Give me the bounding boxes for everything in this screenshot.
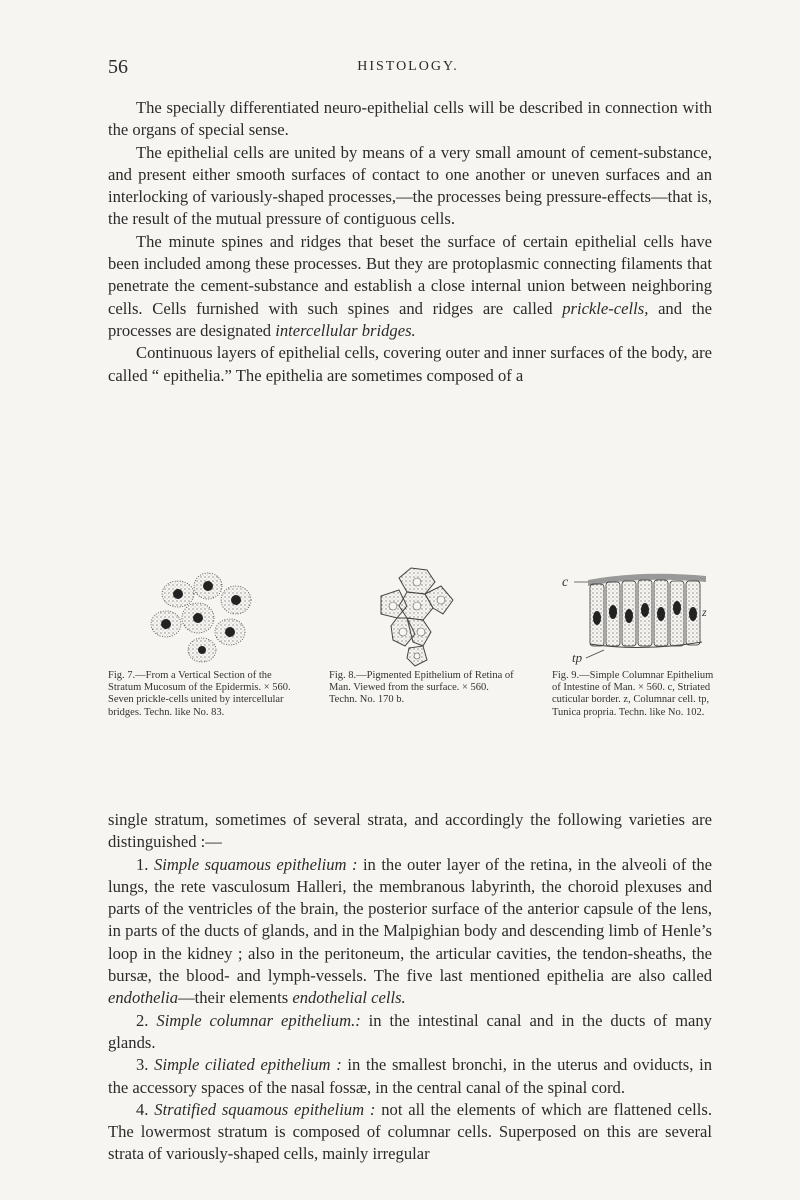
paragraph: Continuous layers of epithelial cells, covering outer and inner surfaces of the body, are called “ epithelia.” The epithelia are sometimes composed of a	[108, 343, 712, 385]
list-item	[108, 1010, 712, 1055]
figure-7	[108, 556, 296, 716]
page-number: 56	[108, 56, 128, 78]
item-number: 3.	[136, 1055, 149, 1075]
label-z: z	[702, 605, 707, 619]
figure-8-caption: Fig. 8.—Pigmented Epithelium of Retina of Man. Viewed from the surface. × 560. Techn. No. 170 b.	[329, 670, 514, 706]
item-text: in the outer layer of the retina, in the alveoli of the lungs, the rete vasculosum Halleri, the membranous labyrinth, the choroid plexuses and parts of the ventricles of the brain, the posterior surface of the anterior capsule of the lens, in parts of the ducts of glands, and in the Malpighian body and descending limb of Henle’s loop in the kidney ; also in the peritoneum, the articular cavities, the tendon-sheaths, the bursæ, the blood- and lymph-vessels. The five last mentioned epithelia are also called	[108, 854, 712, 986]
paragraph-text: and the processes are designated	[108, 298, 713, 340]
page-header	[108, 56, 708, 80]
term-endothelia: endothelia	[108, 988, 179, 1008]
item-number: 4.	[136, 1099, 149, 1119]
label-c: c	[562, 575, 569, 590]
label-tp: tp	[572, 650, 583, 665]
paragraph	[108, 231, 712, 342]
item-text: not all the elements of which are flattened cells. The lowermost stratum is composed of columnar cells. Superposed on this are several strata of variously-shaped cells, mainly irregular	[108, 1099, 712, 1164]
body-text-bottom	[108, 809, 712, 1166]
list-item	[108, 854, 712, 1010]
pigmented-epithelium-illustration	[329, 556, 515, 668]
list-item	[108, 1099, 712, 1166]
item-term: Simple ciliated epithelium :	[154, 1055, 342, 1075]
columnar-epithelium-illustration	[552, 556, 714, 668]
figure-8	[329, 556, 515, 716]
paragraph: single stratum, sometimes of several strata, and accordingly the following varieties are distinguished :—	[108, 810, 712, 852]
item-term: Simple columnar epithelium.:	[156, 1010, 361, 1030]
list-item	[108, 1054, 712, 1099]
item-number: 2.	[136, 1010, 149, 1030]
item-number: 1.	[136, 854, 149, 874]
term-intercellular-bridges: intercellular bridges.	[275, 320, 416, 340]
term-endothelial-cells: endothelial cells.	[292, 988, 406, 1008]
item-text: —their elements	[178, 988, 293, 1008]
figure-9-caption: Fig. 9.—Simple Columnar Epithelium of Intestine of Man. × 560. c, Striated cuticular border. z, Columnar cell. tp, Tunica propria. Techn. like No. 102.	[552, 670, 714, 718]
paragraph: The epithelial cells are united by means of a very small amount of cement-substance, and present either smooth surfaces of contact to one another or uneven surfaces and an interlocking of variously-shaped processes,—the processes being pressure-effects—that is, the result of the mutual pressure of contiguous cells.	[108, 142, 712, 229]
item-text: in the intestinal canal and in the ducts of many glands.	[108, 1010, 712, 1052]
figure-7-caption: Fig. 7.—From a Vertical Section of the Stratum Mucosum of the Epidermis. × 560. Seven prickle-cells united by intercellular bridges. Techn. like No. 83.	[108, 670, 291, 718]
paragraph-text: The minute spines and ridges that beset the surface of certain epithelial cells have been included among these processes. But they are protoplasmic connecting filaments that penetrate the cement-substance and establish a close internal union between neighboring cells. Cells furnished with such spines and ridges are called	[108, 231, 712, 318]
term-prickle-cells: prickle-cells,	[562, 298, 649, 318]
paragraph: The specially differentiated neuro-epithelial cells will be described in connection with the organs of special sense.	[108, 98, 712, 140]
item-text: in the smallest bronchi, in the uterus and oviducts, in the accessory spaces of the nasal fossæ, in the central canal of the spinal cord.	[108, 1055, 712, 1097]
body-text-top	[108, 97, 712, 387]
item-term: Stratified squamous epithelium :	[154, 1099, 376, 1119]
item-term: Simple squamous epithelium :	[153, 854, 358, 874]
figure-9	[552, 556, 714, 716]
running-head: HISTOLOGY.	[357, 59, 459, 74]
prickle-cells-illustration	[108, 556, 296, 668]
